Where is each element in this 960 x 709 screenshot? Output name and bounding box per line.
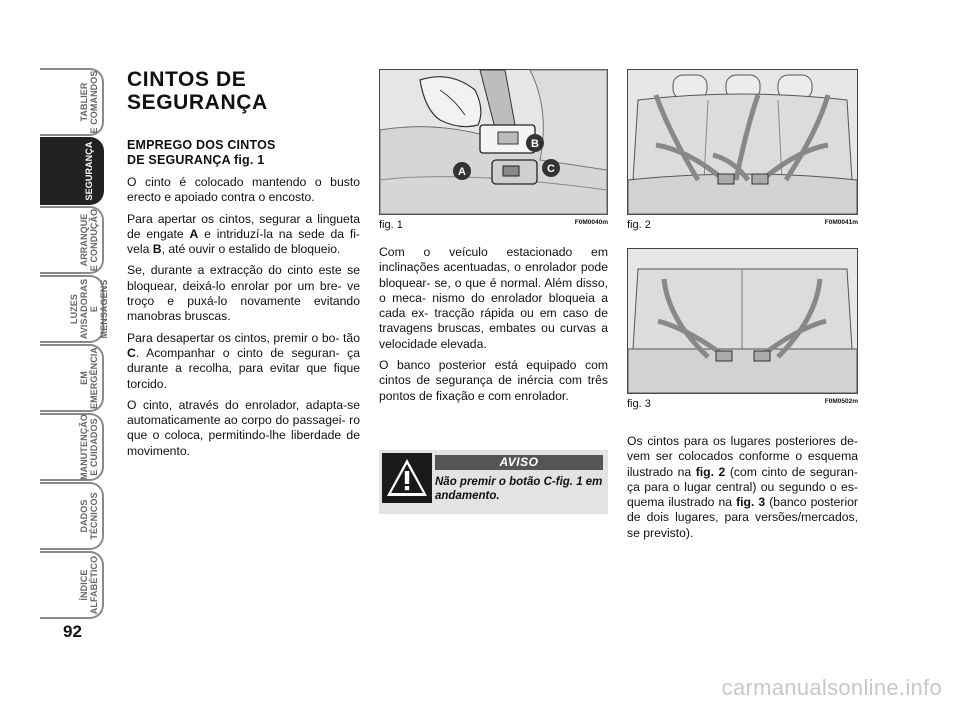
tab-label: LUZES AVISADORAS E MENSAGENS: [69, 278, 109, 340]
svg-text:B: B: [531, 138, 539, 150]
rear-seat-two-belts-drawing: [628, 249, 857, 393]
tab-luzes-avisadoras[interactable]: [40, 275, 109, 343]
figure-1-buckle-illustration: [379, 69, 608, 215]
text-run-bold: B: [152, 242, 162, 257]
chapter-tabs: [40, 68, 109, 620]
text-run-bold: A: [189, 226, 199, 241]
text-run-bold: fig. 3: [736, 495, 766, 510]
paragraph: O banco posterior está equipado com cintos de segurança de inércia com três pontos de fixação e com enrolador.: [379, 358, 608, 403]
figure-1-caption: [379, 217, 608, 235]
marker-b: [526, 134, 544, 152]
column-2: [379, 69, 608, 410]
warning-text: Não premir o botão C-fig. 1 em andamento.: [435, 476, 603, 502]
text-run: . Acompanhar o cinto de seguran- ça durante a recolha, para evitar que fique torcido.: [127, 345, 360, 391]
rear-seat-three-belts-drawing: [628, 70, 857, 214]
figure-code: F0M0040m: [574, 219, 608, 226]
text-run-bold: C: [127, 345, 136, 360]
tab-label: EM EMERGÊNCIA: [79, 347, 99, 410]
paragraph: Se, durante a extracção do cinto este se bloquear, deixá-lo enrolar por um bre- ve troço e puxá-lo novamente evitando manobras bruscas.: [127, 263, 360, 324]
text-run: e intriduzí-la na sede da fi- vela: [127, 226, 360, 257]
subsection-title: [127, 138, 360, 168]
tab-em-emergencia[interactable]: [40, 344, 104, 412]
paragraph: [127, 331, 360, 392]
column-3: [627, 69, 858, 547]
figure-label: fig. 2: [627, 219, 651, 231]
text-run-bold: fig. 2: [695, 464, 726, 479]
tab-label: DADOS TÉCNICOS: [79, 492, 99, 540]
subtitle-line: EMPREGO DOS CINTOS: [127, 138, 276, 152]
warning-triangle-icon: [382, 453, 432, 503]
tab-tablier-comandos[interactable]: [40, 68, 104, 136]
warning-box: [379, 450, 608, 514]
figure-code: F0M0041m: [824, 219, 858, 226]
text-run: (banco posterior de dois lugares, para versões/mercados, se previsto).: [627, 495, 858, 540]
text-run: , até ouvir o estalido de bloqueio.: [161, 242, 341, 257]
buckle-drawing: [380, 70, 607, 214]
tab-arranque-conducao[interactable]: [40, 206, 104, 274]
column-1: [127, 68, 360, 465]
figure-3-caption: [627, 396, 858, 414]
tab-label: ARRANQUE E CONDUÇÃO: [79, 208, 99, 272]
svg-text:A: A: [458, 166, 466, 178]
figure-2-rear-seat-three-belts: [627, 69, 858, 215]
figure-3-rear-seat-two-belts: [627, 248, 858, 394]
marker-c: [542, 159, 560, 177]
subtitle-line: DE SEGURANÇA fig. 1: [127, 153, 265, 167]
paragraph: [127, 212, 360, 258]
figure-code: F0M0502m: [824, 398, 858, 405]
title-line: CINTOS DE: [127, 68, 247, 91]
tab-indice-alfabetico[interactable]: [40, 551, 104, 619]
tab-manutencao-cuidados[interactable]: [40, 413, 104, 481]
tab-dados-tecnicos[interactable]: [40, 482, 104, 550]
tab-label: MANUTENÇÃO E CUIDADOS: [79, 414, 99, 480]
tab-label: ÍNDICE ALFABÉTICO: [79, 555, 99, 615]
tab-label: SEGURANÇA: [84, 141, 94, 201]
tab-label: TABLIER E COMANDOS: [79, 70, 99, 134]
marker-a: [453, 162, 471, 180]
paragraph: [627, 434, 858, 541]
text-run: (com cinto de seguran- ça para o lugar central) ou segundo o es- quema ilustrado na: [627, 464, 858, 510]
paragraph: O cinto é colocado mantendo o busto erecto e apoiado contra o encosto.: [127, 175, 360, 205]
figure-2-caption: [627, 217, 858, 235]
title-line: SEGURANÇA: [127, 91, 268, 114]
page-number: 92: [63, 622, 82, 641]
tab-seguranca[interactable]: [40, 137, 104, 205]
paragraph: O cinto, através do enrolador, adapta-se automaticamente ao corpo do passagei- ro que o coloca, permitindo-lhe liberdade de movimento.: [127, 397, 360, 458]
watermark: carmanualsonline.info: [721, 675, 942, 700]
paragraph: Com o veículo estacionado em inclinações acentuadas, o enrolador pode bloquear- se, o que é normal. Além disso, o meca- nismo do enrolador bloqueia a cada ex- tracção rápida ou em caso de travagens bruscas, embates ou curvas a velocidade elevada.: [379, 245, 608, 351]
text-run: Para desapertar os cintos, premir o bo- tão: [127, 330, 360, 345]
figure-label: fig. 3: [627, 398, 651, 410]
section-title: [127, 68, 360, 114]
svg-text:C: C: [547, 163, 555, 175]
figure-label: fig. 1: [379, 219, 403, 231]
text-run: Os cintos para os lugares posteriores de- vem ser colocados conforme o esquema ilustrado na: [627, 434, 858, 479]
text-run: Para apertar os cintos, segurar a lingueta de engate: [127, 211, 360, 241]
warning-title: AVISO: [435, 455, 603, 470]
